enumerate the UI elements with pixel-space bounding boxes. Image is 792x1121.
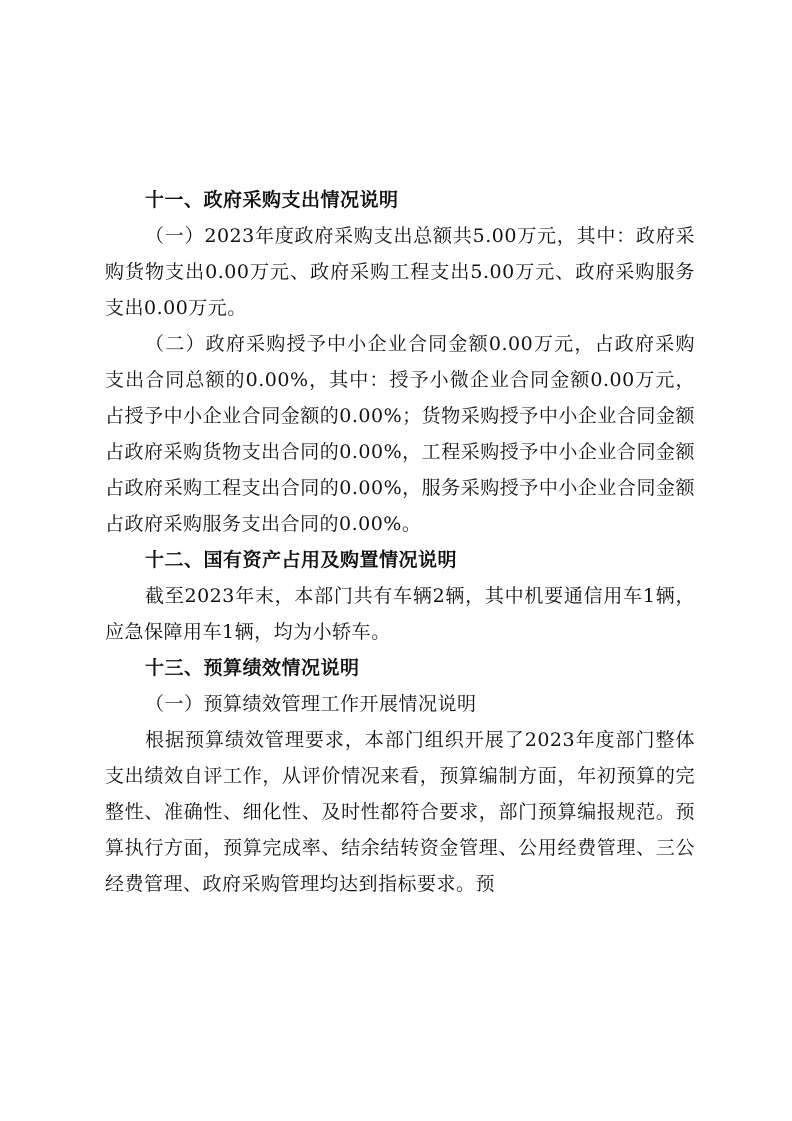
section-11-paragraph-1: （一）2023年度政府采购支出总额共5.00万元，其中：政府采购货物支出0.00万元、政府采购工程支出5.00万元、政府采购服务支出0.00万元。 [105,225,695,319]
section-12-paragraph-1: 截至2023年末，本部门共有车辆2辆，其中机要通信用车1辆，应急保障用车1辆，均为小轿车。 [105,585,695,643]
section-13-subheading: （一）预算绩效管理工作开展情况说明 [145,693,477,715]
section-11-paragraph-2: （二）政府采购授予中小企业合同金额0.00万元，占政府采购支出合同总额的0.00%，其中：授予小微企业合同金额0.00万元，占授予中小企业合同金额的0.00%；货物采购授予中小企业合同金额占政府采购货物支出合同的0.00%，工程采购授予中小企业合同金额占政府采购工程支出合同的0.00%，服务采购授予中小企业合同金额占政府采购服务支出合同的0.00%。 [105,333,695,535]
section-13-paragraph-1: 根据预算绩效管理要求，本部门组织开展了2023年度部门整体支出绩效自评工作，从评价情况来看，预算编制方面，年初预算的完整性、准确性、细化性、及时性都符合要求，部门预算编报规范。预算执行方面，预算完成率、结余结转资金管理、公用经费管理、三公经费管理、政府采购管理均达到指标要求。预 [105,729,695,895]
section-12-heading: 十二、国有资产占用及购置情况说明 [145,549,458,571]
section-13-heading: 十三、预算绩效情况说明 [145,657,360,679]
section-11-heading: 十一、政府采购支出情况说明 [145,189,399,211]
document-body [105,182,695,902]
